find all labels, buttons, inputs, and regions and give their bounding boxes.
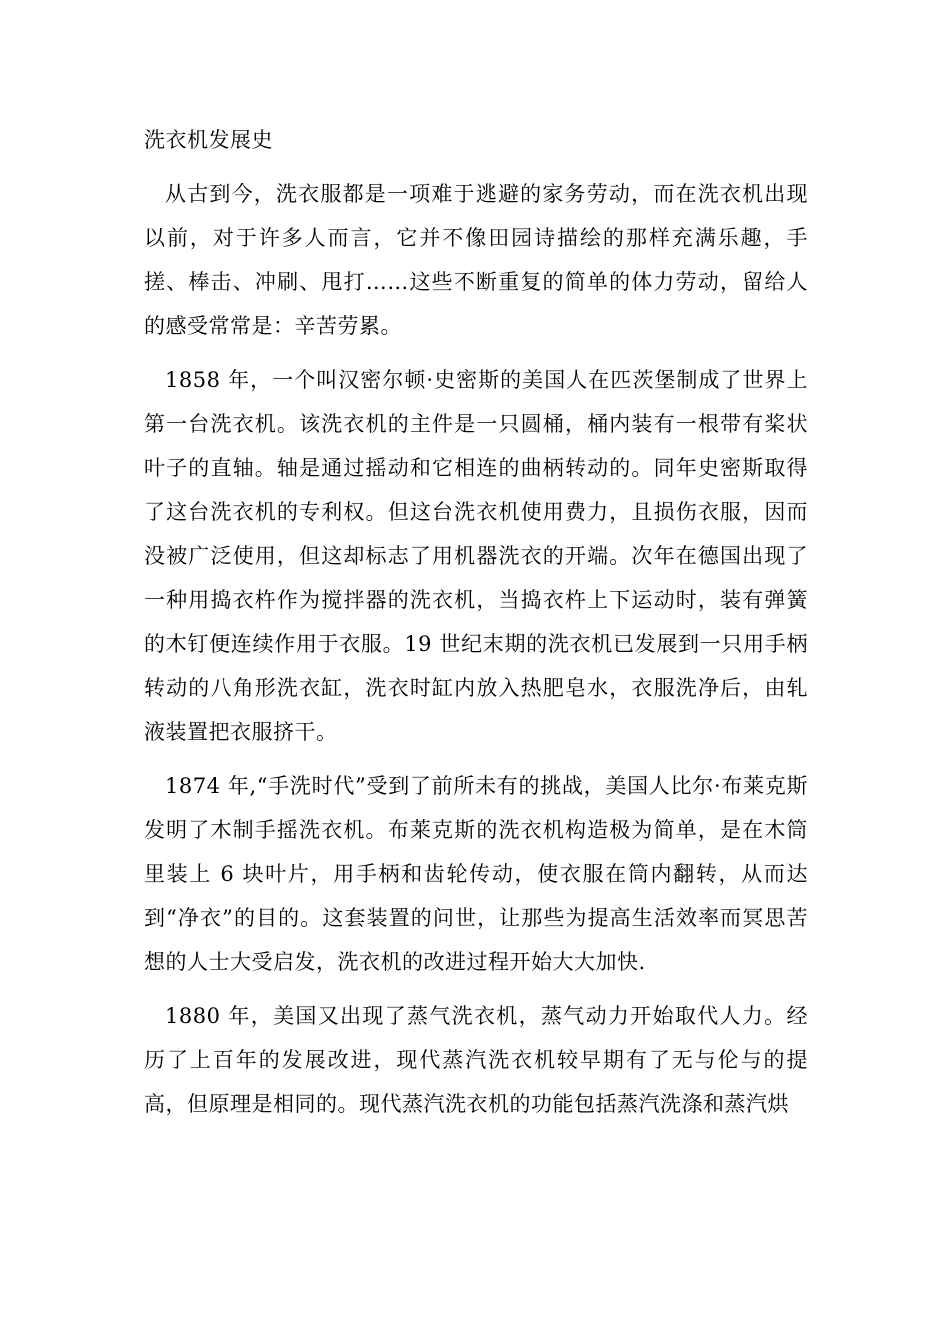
paragraph-1858: 1858 年，一个叫汉密尔顿·史密斯的美国人在匹茨堡制成了世界上第一台洗衣机。该洗衣机的主件是一只圆桶，桶内装有一根带有桨状叶子的直轴。轴是通过摇动和它相连的曲柄转动的。同年史密斯取得了这台洗衣机的专利权。但这台洗衣机使用费力，且损伤衣服，因而没被广泛使用，但这却标志了用机器洗衣的开端。次年在德国出现了一种用捣衣杵作为搅拌器的洗衣机，当捣衣杵上下运动时，装有弹簧的木钉便连续作用于衣服。19 世纪末期的洗衣机已发展到一只用手柄转动的八角形洗衣缸，洗衣时缸内放入热肥皂水，衣服洗净后，由轧液装置把衣服挤干。 <box>144 368 808 744</box>
document-title: 洗衣机发展史 <box>144 128 273 152</box>
paragraph-intro: 从古到今，洗衣服都是一项难于逃避的家务劳动，而在洗衣机出现以前，对于许多人而言，它并不像田园诗描绘的那样充满乐趣，手搓、棒击、冲刷、甩打……这些不断重复的简单的体力劳动，留给人的感受常常是：辛苦劳累。 <box>144 182 808 338</box>
paragraph-1874: 1874 年,“手洗时代”受到了前所未有的挑战，美国人比尔·布莱克斯发明了木制手摇洗衣机。布莱克斯的洗衣机构造极为简单，是在木筒里装上 6 块叶片，用手柄和齿轮传动，使衣服在筒内翻转，从而达到“净衣”的目的。这套装置的问世，让那些为提高生活效率而冥思苦想的人士大受启发，洗衣机的改进过程开始大大加快. <box>144 774 808 974</box>
document-page <box>144 118 808 1126</box>
paragraph-1880: 1880 年，美国又出现了蒸气洗衣机，蒸气动力开始取代人力。经历了上百年的发展改进，现代蒸汽洗衣机较早期有了无与伦与的提高，但原理是相同的。现代蒸汽洗衣机的功能包括蒸汽洗涤和蒸汽烘 <box>144 1004 808 1116</box>
